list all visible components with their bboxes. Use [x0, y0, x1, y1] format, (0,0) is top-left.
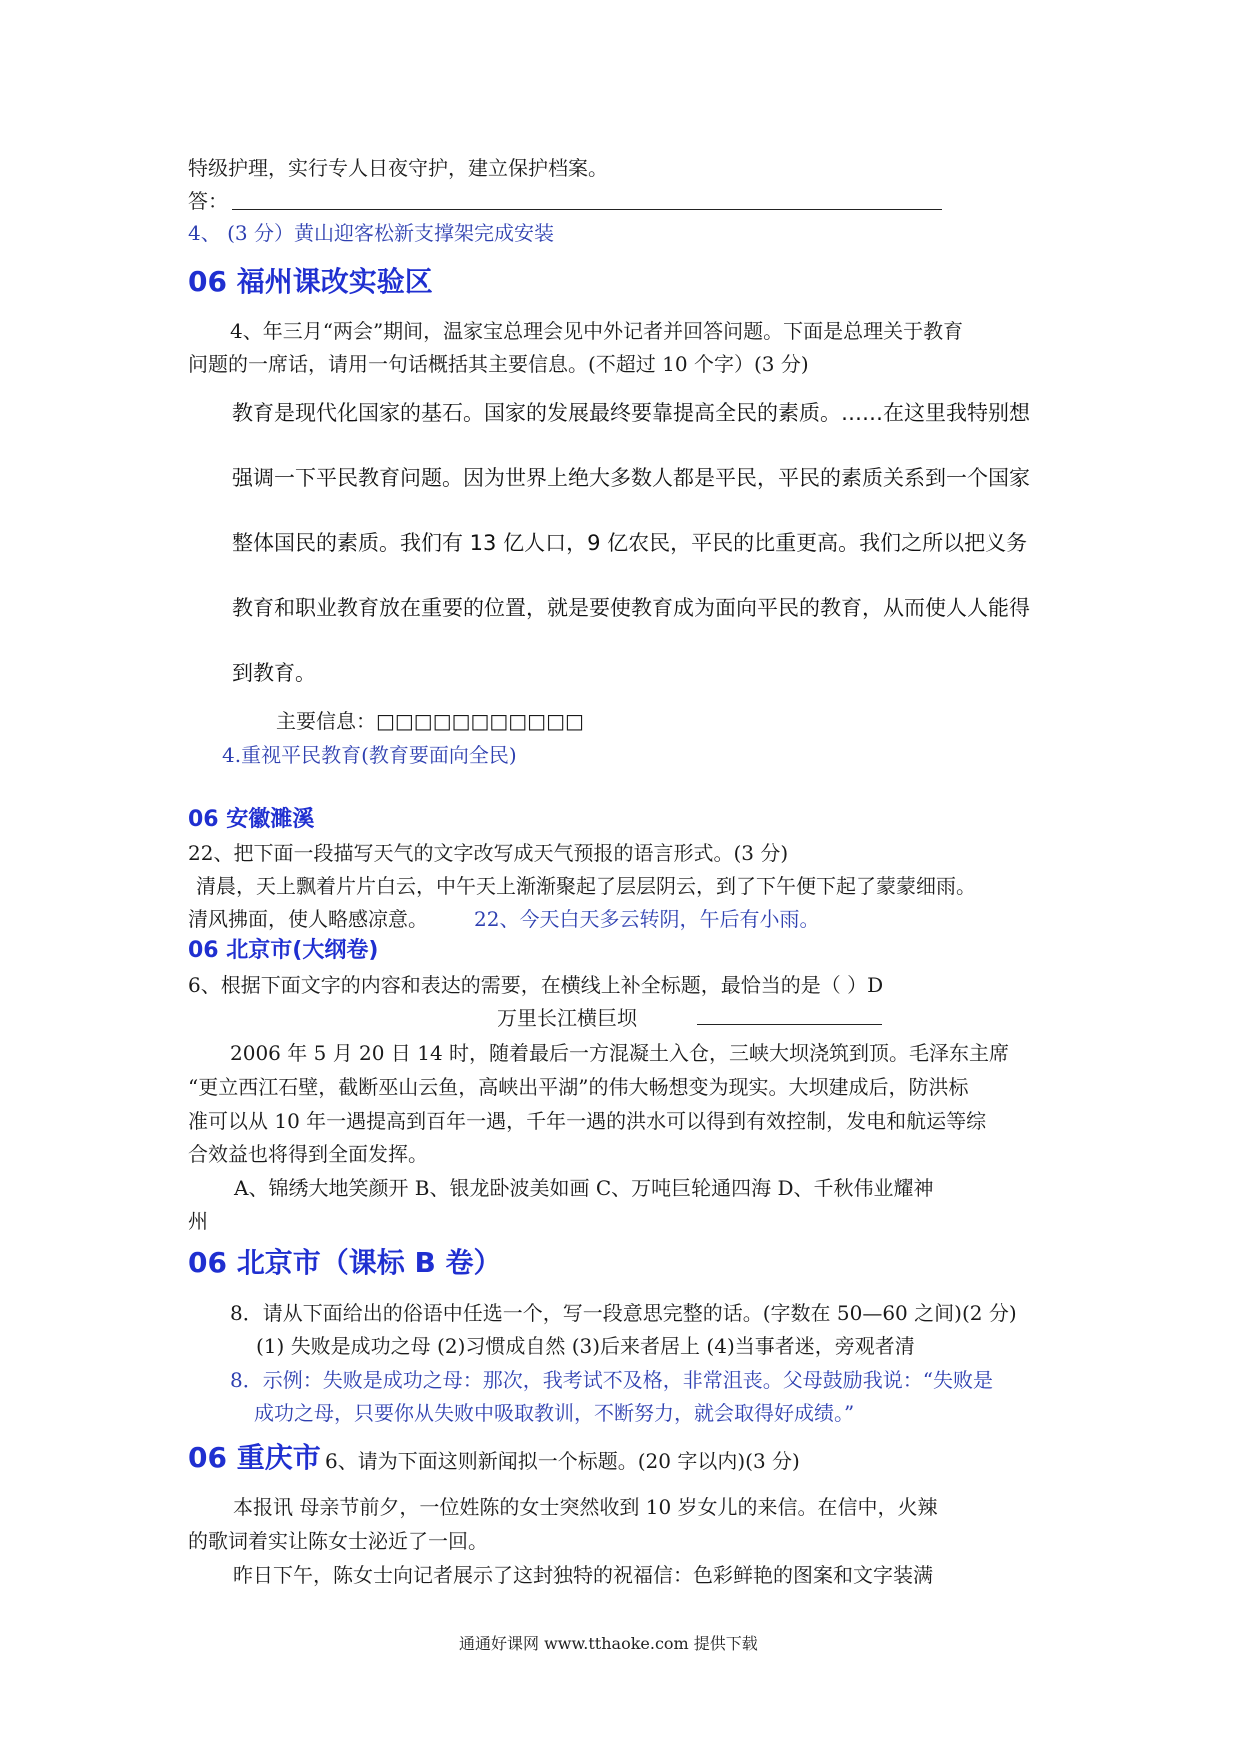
options-line: A、锦绣大地笑颜开 B、银龙卧波美如画 C、万吨巨轮通四海 D、千秋伟业耀神 [234, 1176, 934, 1200]
page-footer: 通通好课网 www.tthaoke.com 提供下载 [459, 1634, 758, 1653]
passage-text: 昨日下午，陈女士向记者展示了这封独特的祝福信：色彩鲜艳的图案和文字装满 [233, 1563, 933, 1587]
question-text: 6、请为下面这则新闻拟一个标题。(20 字以内)(3 分) [325, 1449, 800, 1473]
passage-text: 清风拂面，使人略感凉意。 [188, 907, 428, 931]
question-text: 问题的一席话，请用一句话概括其主要信息。(不超过 10 个字）(3 分) [188, 352, 809, 376]
passage-text: 合效益也将得到全面发挥。 [188, 1142, 428, 1166]
answer-text: 4、 (3 分）黄山迎客松新支撑架完成安装 [188, 221, 554, 245]
question-text: (1) 失败是成功之母 (2)习惯成自然 (3)后来者居上 (4)当事者迷，旁观者清 [256, 1334, 915, 1358]
passage-text: 清晨，天上飘着片片白云，中午天上渐渐聚起了层层阴云，到了下午便下起了蒙蒙细雨。 [196, 874, 976, 898]
question-text: 22、把下面一段描写天气的文字改写成天气预报的语言形式。(3 分) [188, 841, 789, 865]
question-text: 8．请从下面给出的俗语中任选一个，写一段意思完整的话。(字数在 50—60 之间)(2 分) [230, 1301, 1017, 1325]
title-blank-line [697, 1024, 882, 1025]
answer-text: 4.重视平民教育(教育要面向全民) [222, 743, 517, 767]
answer-label: 答： [188, 189, 228, 213]
options-line: 州 [188, 1209, 208, 1233]
passage-text: 准可以从 10 年一遇提高到百年一遇，千年一遇的洪水可以得到有效控制，发电和航运等综 [188, 1109, 987, 1133]
passage-text: “更立西江石壁，截断巫山云鱼，高峡出平湖”的伟大畅想变为现实。大坝建成后，防洪标 [188, 1075, 969, 1099]
section-heading: 06 福州课改实验区 [188, 265, 433, 298]
quote-line: 教育是现代化国家的基石。国家的发展最终要靠提高全民的素质。……在这里我特别想 [232, 401, 1030, 425]
quote-line: 教育和职业教育放在重要的位置，就是要使教育成为面向平民的教育，从而使人人能得 [232, 596, 1030, 620]
question-text: 4、年三月“两会”期间，温家宝总理会见中外记者并回答问题。下面是总理关于教育 [230, 319, 964, 343]
section-heading: 06 安徽濉溪 [188, 807, 315, 832]
passage-text: 2006 年 5 月 20 日 14 时，随着最后一方混凝土入仓，三峡大坝浇筑到顶。毛泽东主席 [230, 1041, 1010, 1065]
answer-text: 成功之母，只要你从失败中吸取教训，不断努力，就会取得好成绩。” [254, 1401, 855, 1425]
section-heading: 06 北京市（课标 B 卷） [188, 1246, 502, 1279]
answer-text: 22、今天白天多云转阴，午后有小雨。 [474, 907, 820, 931]
passage-text: 的歌词着实让陈女士泌近了一回。 [188, 1529, 488, 1553]
text-line: 特级护理，实行专人日夜守护，建立保护档案。 [188, 156, 608, 180]
title-text: 万里长江横巨坝 [497, 1006, 637, 1030]
section-heading: 06 重庆市 [188, 1441, 321, 1474]
quote-line: 到教育。 [232, 661, 316, 685]
passage-text: 本报讯 母亲节前夕，一位姓陈的女士突然收到 10 岁女儿的来信。在信中，火辣 [233, 1495, 938, 1519]
main-info-line: 主要信息：□□□□□□□□□□□ [276, 709, 584, 733]
quote-line: 整体国民的素质。我们有 13 亿人口，9 亿农民，平民的比重更高。我们之所以把义务 [232, 531, 1028, 555]
section-heading: 06 北京市(大纲卷) [188, 938, 379, 963]
answer-blank-line [232, 209, 942, 210]
question-text: 6、根据下面文字的内容和表达的需要，在横线上补全标题，最恰当的是（ ）D [188, 973, 884, 997]
answer-text: 8．示例：失败是成功之母：那次，我考试不及格，非常沮丧。父母鼓励我说：“失败是 [230, 1368, 993, 1392]
quote-line: 强调一下平民教育问题。因为世界上绝大多数人都是平民，平民的素质关系到一个国家 [232, 466, 1030, 490]
